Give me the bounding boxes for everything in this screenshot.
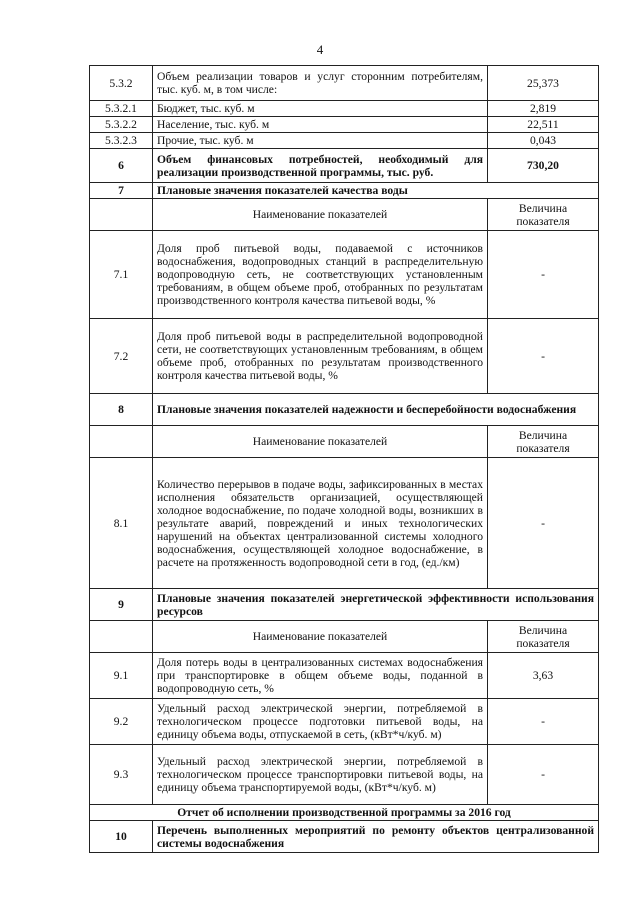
row-text: Прочие, тыс. куб. м — [153, 133, 488, 149]
value-column-header: Величина показателя — [488, 199, 599, 231]
row-text: Удельный расход электрической энергии, потребляемой в технологическом процессе подготовки питьевой воды, на единицу объема воды, отпускаемой в сеть, (кВт*ч/куб. м) — [153, 699, 488, 745]
row-value: - — [488, 231, 599, 319]
report-title: Отчет об исполнении производственной программы за 2016 год — [90, 805, 599, 821]
row-number: 7 — [90, 183, 153, 199]
row-value: 22,511 — [488, 117, 599, 133]
row-value: - — [488, 458, 599, 589]
name-column-header: Наименование показателей — [153, 199, 488, 231]
table-row — [90, 66, 599, 101]
row-number: 9 — [90, 589, 153, 621]
row-number: 9.1 — [90, 653, 153, 699]
row-number: 8 — [90, 394, 153, 426]
section-title: Перечень выполненных мероприятий по ремонту объектов централизованной системы водоснабжения — [153, 821, 599, 853]
section-row — [90, 394, 599, 426]
value-column-header: Величина показателя — [488, 621, 599, 653]
row-number: 5.3.2.2 — [90, 117, 153, 133]
header-row — [90, 199, 599, 231]
table-row — [90, 117, 599, 133]
indicators-table — [89, 65, 599, 853]
row-number: 10 — [90, 821, 153, 853]
table-row — [90, 745, 599, 805]
table-row — [90, 699, 599, 745]
header-row — [90, 426, 599, 458]
row-value: - — [488, 745, 599, 805]
row-text: Население, тыс. куб. м — [153, 117, 488, 133]
row-text: Объем реализации товаров и услуг сторонним потребителям, тыс. куб. м, в том числе: — [153, 66, 488, 101]
table-row — [90, 653, 599, 699]
name-column-header: Наименование показателей — [153, 621, 488, 653]
section-row — [90, 589, 599, 621]
row-value: - — [488, 699, 599, 745]
section-title: Плановые значения показателей надежности и бесперебойности водоснабжения — [153, 394, 599, 426]
section-title: Плановые значения показателей энергетической эффективности использования ресурсов — [153, 589, 599, 621]
row-text: Объем финансовых потребностей, необходимый для реализации производственной программы, тыс. руб. — [153, 149, 488, 183]
section-row — [90, 805, 599, 821]
table-row — [90, 149, 599, 183]
table-row — [90, 458, 599, 589]
row-number: 9.2 — [90, 699, 153, 745]
row-text: Бюджет, тыс. куб. м — [153, 101, 488, 117]
table-row — [90, 319, 599, 394]
row-number: 5.3.2.3 — [90, 133, 153, 149]
row-value: 25,373 — [488, 66, 599, 101]
section-row — [90, 183, 599, 199]
row-value: 730,20 — [488, 149, 599, 183]
table-row — [90, 231, 599, 319]
row-number: 8.1 — [90, 458, 153, 589]
row-text: Доля проб питьевой воды, подаваемой с источников водоснабжения, водопроводных станций в распределительную водопроводную сеть, не соответствующих установленным требованиям, в общем объеме проб, отобранных по результатам производственного контроля качества питьевой воды, % — [153, 231, 488, 319]
value-column-header: Величина показателя — [488, 426, 599, 458]
row-value: - — [488, 319, 599, 394]
header-row — [90, 621, 599, 653]
table-row — [90, 133, 599, 149]
row-value: 0,043 — [488, 133, 599, 149]
row-number: 5.3.2 — [90, 66, 153, 101]
section-row — [90, 821, 599, 853]
row-text: Доля потерь воды в централизованных системах водоснабжения при транспортировке в общем объеме воды, поданной в водопроводную сеть, % — [153, 653, 488, 699]
row-number: 7.2 — [90, 319, 153, 394]
row-value: 3,63 — [488, 653, 599, 699]
row-text: Удельный расход электрической энергии, потребляемой в технологическом процессе транспортировки питьевой воды, на единицу объема транспортируемой воды, (кВт*ч/куб. м) — [153, 745, 488, 805]
row-text: Количество перерывов в подаче воды, зафиксированных в местах исполнения обязательств организацией, осуществляющей холодное водоснабжение, по подаче холодной воды, возникших в результате аварий, повреждений и иных технологических нарушений на объектах централизованной системы холодного водоснабжения, осуществляющей холодное водоснабжение, в расчете на протяженность водопроводной сети в год, (ед./км) — [153, 458, 488, 589]
name-column-header: Наименование показателей — [153, 426, 488, 458]
row-text: Доля проб питьевой воды в распределительной водопроводной сети, не соответствующих установленным требованиям, в общем объеме проб, отобранных по результатам производственного контроля качества питьевой воды, % — [153, 319, 488, 394]
page-number: 4 — [316, 42, 324, 57]
row-value: 2,819 — [488, 101, 599, 117]
row-number: 9.3 — [90, 745, 153, 805]
row-number: 5.3.2.1 — [90, 101, 153, 117]
row-number: 6 — [90, 149, 153, 183]
table-row — [90, 101, 599, 117]
section-title: Плановые значения показателей качества воды — [153, 183, 599, 199]
row-number: 7.1 — [90, 231, 153, 319]
